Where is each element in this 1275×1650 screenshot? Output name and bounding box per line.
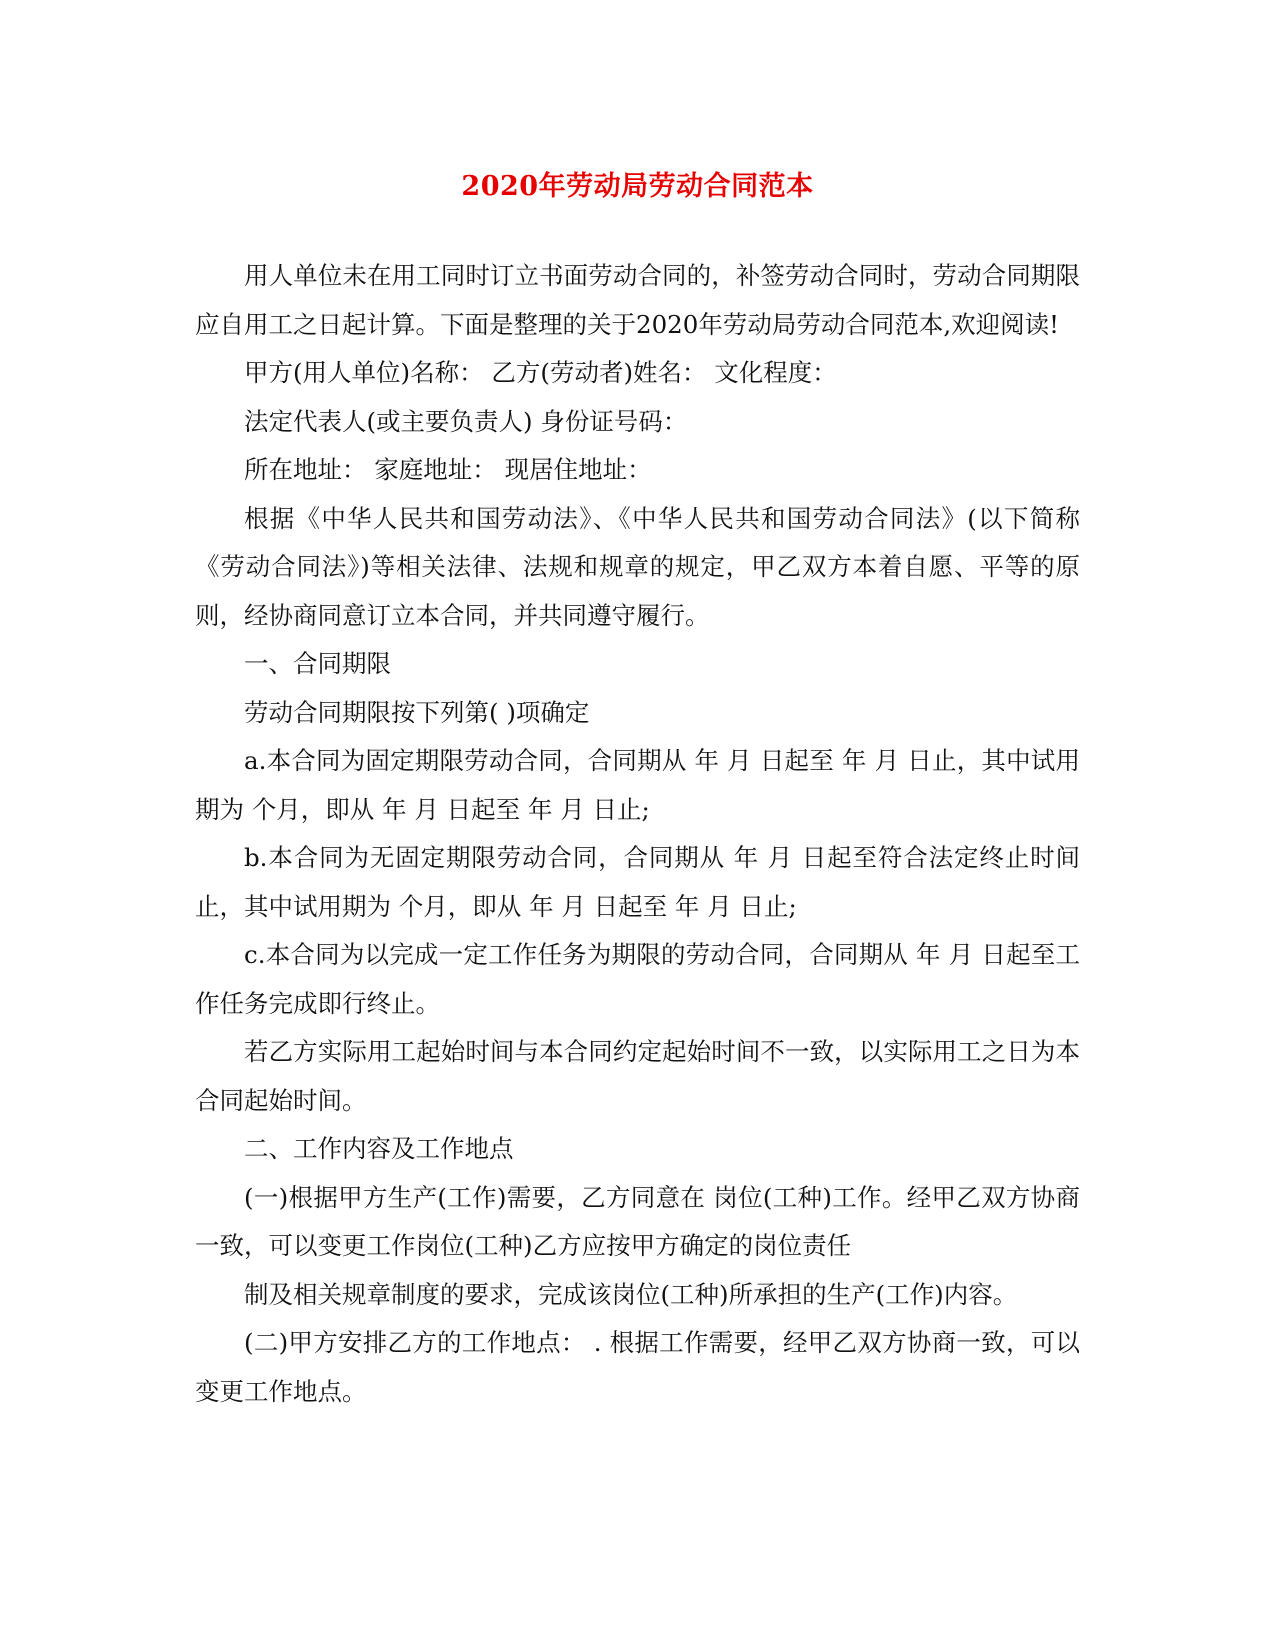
section-heading-work-content: 二、工作内容及工作地点 (244, 1134, 514, 1163)
work-content-paragraph-2: 制及相关规章制度的要求，完成该岗位(工种)所承担的生产(工作)内容。 (244, 1279, 1018, 1309)
intro-paragraph: 用人单位未在用工同时订立书面劳动合同的，补签劳动合同时，劳动合同期限应自用工之日起计算。下面是整理的关于2020年劳动局劳动合同范本,欢迎阅读! (195, 261, 1080, 339)
legal-representative-line: 法定代表人(或主要负责人) 身份证号码： (244, 406, 688, 436)
start-time-paragraph: 若乙方实际用工起始时间与本合同约定起始时间不一致，以实际用工之日为本合同起始时间。 (195, 1037, 1080, 1115)
address-line: 所在地址： 家庭地址： 现居住地址： (244, 455, 652, 484)
document-title: 2020年劳动局劳动合同范本 (461, 171, 814, 202)
clause-c: c.本合同为以完成一定工作任务为期限的劳动合同，合同期从 年 月 日起至工作任务完成即行终止。 (195, 940, 1080, 1018)
clause-b: b.本合同为无固定期限劳动合同，合同期从 年 月 日起至符合法定终止时间止，其中试用期为 个月，即从 年 月 日起至 年 月 日止; (195, 843, 1080, 921)
legal-basis-paragraph: 根据《中华人民共和国劳动法》、《中华人民共和国劳动合同法》(以下简称《劳动合同法》)等相关法律、法规和规章的规定，甲乙双方本着自愿、平等的原则，经协商同意订立本合同，并共同遵守履行。 (195, 503, 1080, 630)
clause-a: a.本合同为固定期限劳动合同，合同期从 年 月 日起至 年 月 日止，其中试用期为 个月，即从 年 月 日起至 年 月 日止; (195, 746, 1080, 824)
party-a-name-line: 甲方(用人单位)名称： 乙方(劳动者)姓名： 文化程度： (244, 358, 837, 387)
contract-term-intro: 劳动合同期限按下列第( )项确定 (244, 697, 590, 727)
work-location-paragraph: (二)甲方安排乙方的工作地点： . 根据工作需要，经甲乙双方协商一致，可以变更工作地点。 (195, 1328, 1080, 1406)
work-content-paragraph-1: (一)根据甲方生产(工作)需要，乙方同意在 岗位(工种)工作。经甲乙双方协商一致，可以变更工作岗位(工种)乙方应按甲方确定的岗位责任 (195, 1182, 1080, 1260)
document-body (195, 252, 1080, 1416)
section-heading-contract-term: 一、合同期限 (244, 649, 391, 678)
